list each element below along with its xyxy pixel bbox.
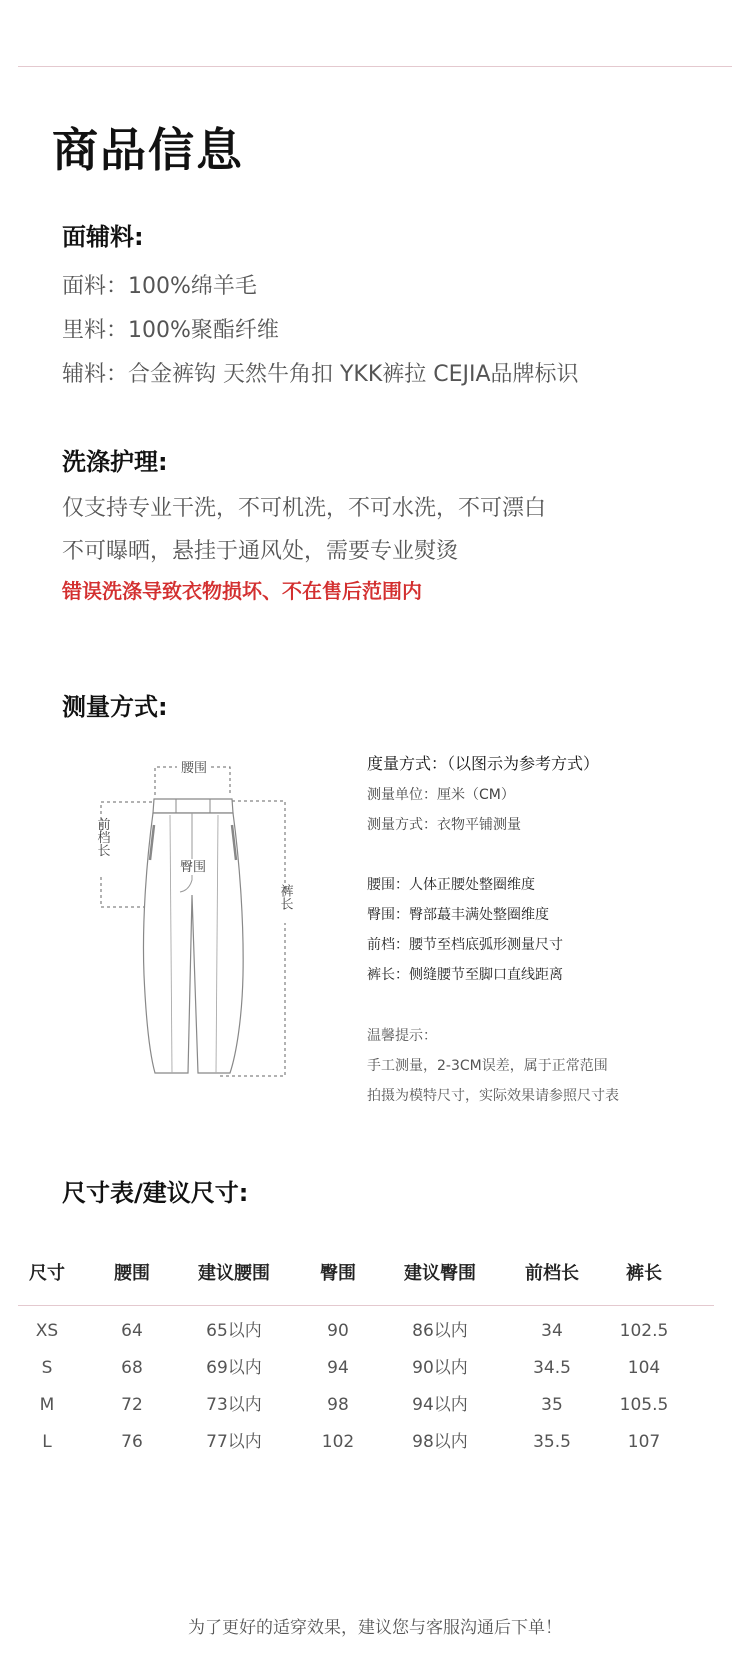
measure-info-title: 度量方式：（以图示为参考方式） — [367, 754, 600, 773]
care-line: 不可曝晒，悬挂于通风处，需要专业熨烫 — [62, 539, 459, 564]
table-header-cell: 臀围 — [320, 1263, 356, 1284]
fabric-line: 辅料：合金裤钩 天然牛角扣 YKK裤拉 CEJIA品牌标识 — [62, 362, 579, 387]
table-row — [18, 1389, 714, 1421]
definition-line: 前档：腰节至档底弧形测量尺寸 — [367, 937, 563, 953]
footer-note: 为了更好的适穿效果，建议您与客服沟通后下单！ — [188, 1618, 562, 1638]
care-heading: 洗涤护理: — [62, 448, 168, 476]
table-cell: 35.5 — [533, 1432, 571, 1452]
table-header-cell: 裤长 — [626, 1263, 662, 1284]
page-title: 商品信息 — [52, 123, 244, 177]
tip-line: 拍摄为模特尺寸，实际效果请参照尺寸表 — [367, 1088, 619, 1104]
table-divider — [18, 1305, 714, 1306]
tip-line: 手工测量，2-3CM误差，属于正常范围 — [367, 1058, 608, 1074]
fabric-line: 里料：100%聚酯纤维 — [62, 318, 279, 343]
measure-info-line: 测量方式：衣物平铺测量 — [367, 817, 521, 833]
table-cell: 98以内 — [412, 1432, 468, 1452]
table-cell: 76 — [121, 1432, 143, 1452]
waist-label: 腰围 — [180, 761, 208, 776]
definition-line: 腰围：人体正腰处整圈维度 — [367, 877, 535, 893]
table-cell: S — [41, 1358, 53, 1378]
table-cell: 94以内 — [412, 1395, 468, 1415]
table-cell: 34 — [541, 1321, 563, 1341]
table-cell: 105.5 — [619, 1395, 669, 1415]
table-cell: 77以内 — [206, 1432, 262, 1452]
measure-heading: 测量方式: — [62, 693, 168, 721]
length-label: 裤长 — [277, 884, 293, 910]
fabric-heading: 面辅料: — [62, 223, 144, 251]
table-cell: M — [39, 1395, 55, 1415]
fabric-line: 面料：100%绵羊毛 — [62, 274, 257, 299]
definition-line: 裤长：侧缝腰节至脚口直线距离 — [367, 967, 563, 983]
table-header-cell: 建议臀围 — [404, 1263, 476, 1284]
size-table — [18, 1258, 714, 1518]
table-cell: L — [42, 1432, 52, 1452]
table-row — [18, 1426, 714, 1458]
table-cell: 73以内 — [206, 1395, 262, 1415]
table-cell: 104 — [627, 1358, 661, 1378]
table-cell: 102 — [321, 1432, 355, 1452]
table-header-cell: 尺寸 — [29, 1263, 65, 1284]
table-header-cell: 前档长 — [525, 1263, 579, 1284]
hip-label: 臀围 — [179, 860, 207, 875]
table-cell: 98 — [327, 1395, 349, 1415]
tips-title: 温馨提示： — [367, 1028, 437, 1044]
table-cell: 65以内 — [206, 1321, 262, 1341]
table-cell: 35 — [541, 1395, 563, 1415]
front-rise-label: 前档长 — [94, 817, 110, 857]
pants-diagram — [80, 755, 320, 1100]
table-header-row — [18, 1258, 714, 1290]
table-cell: 102.5 — [619, 1321, 669, 1341]
care-line: 仅支持专业干洗，不可机洗，不可水洗，不可漂白 — [62, 496, 547, 521]
table-row — [18, 1352, 714, 1384]
table-cell: 34.5 — [533, 1358, 571, 1378]
table-cell: 86以内 — [412, 1321, 468, 1341]
definition-line: 臀围：臀部蕞丰满处整圈维度 — [367, 907, 549, 923]
table-cell: 90 — [327, 1321, 349, 1341]
table-cell: 68 — [121, 1358, 143, 1378]
size-table-heading: 尺寸表/建议尺寸: — [62, 1179, 249, 1207]
table-header-cell: 建议腰围 — [198, 1263, 270, 1284]
table-cell: 94 — [327, 1358, 349, 1378]
table-header-cell: 腰围 — [114, 1263, 150, 1284]
table-row — [18, 1315, 714, 1347]
table-cell: 64 — [121, 1321, 143, 1341]
table-cell: 90以内 — [412, 1358, 468, 1378]
care-warning: 错误洗涤导致衣物损坏、不在售后范围内 — [62, 579, 422, 603]
top-divider — [18, 66, 732, 67]
table-cell: XS — [35, 1321, 59, 1341]
table-cell: 72 — [121, 1395, 143, 1415]
table-cell: 107 — [627, 1432, 661, 1452]
table-cell: 69以内 — [206, 1358, 262, 1378]
measure-info-line: 测量单位：厘米（CM） — [367, 787, 515, 803]
